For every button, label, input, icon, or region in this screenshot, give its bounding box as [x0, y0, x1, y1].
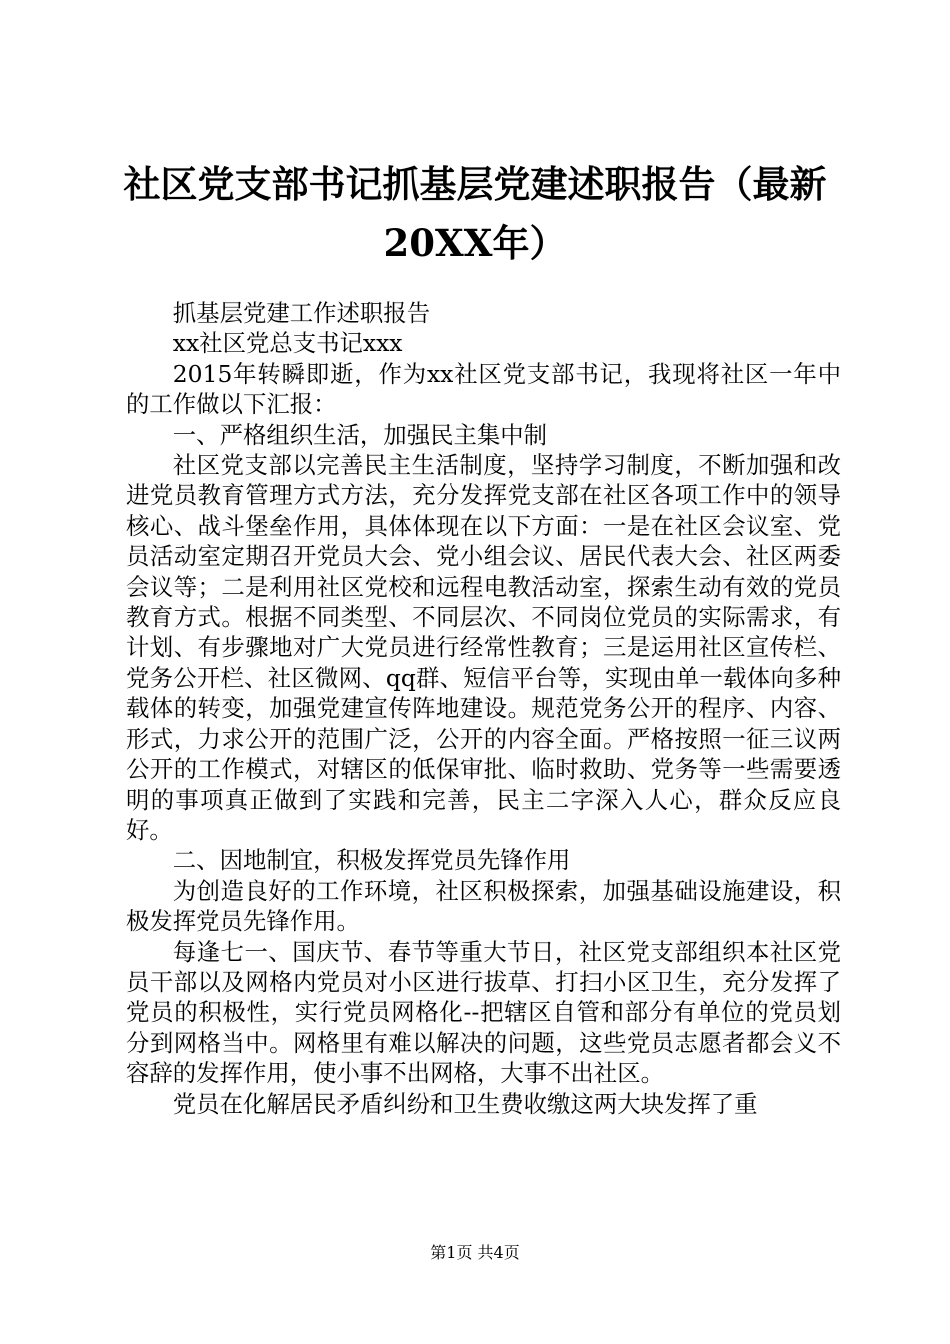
body-paragraph: 社区党支部以完善民主生活制度，坚持学习制度，不断加强和改进党员教育管理方式方法，充分发挥党支部在社区各项工作中的领导核心、战斗堡垒作用，具体体现在以下方面：一是在社区会议室、党员活动室定期召开党员大会、党小组会议、居民代表大会、社区两委会议等；二是利用社区党校和远程电教活动室，探索生动有效的党员教育方式。根据不同类型、不同层次、不同岗位党员的实际需求，有计划、有步骤地对广大党员进行经常性教育；三是运用社区宣传栏、党务公开栏、社区微网、qq群、短信平台等，实现由单一载体向多种载体的转变，加强党建宣传阵地建设。规范党务公开的程序、内容、形式，力求公开的范围广泛，公开的内容全面。严格按照一征三议两公开的工作模式，对辖区的低保审批、临时救助、党务等一些需要透明的事项真正做到了实践和完善，民主二字深入人心，群众反应良好。: [126, 451, 841, 844]
body-paragraph: 为创造良好的工作环境，社区积极探索，加强基础设施建设，积极发挥党员先锋作用。: [126, 876, 841, 936]
document-title-line-1: 社区党支部书记抓基层党建述职报告（最新: [123, 162, 827, 206]
document-title-line-2: 20XX年）: [383, 221, 567, 265]
page-number-footer: 第1页 共4页: [430, 1243, 520, 1262]
author-paragraph: xx社区党总支书记xxx: [172, 329, 403, 358]
section-heading-2: 二、因地制宜，积极发挥党员先锋作用: [172, 846, 571, 875]
body-paragraph: 党员在化解居民矛盾纠纷和卫生费收缴这两大块发挥了重: [172, 1089, 758, 1118]
document-body: [126, 298, 841, 1119]
body-paragraph: 每逢七一、国庆节、春节等重大节日，社区党支部组织本社区党员干部以及网格内党员对小区进行拔草、打扫小区卫生，充分发挥了党员的积极性，实行党员网格化--把辖区自管和部分有单位的党员划分到网格当中。网格里有难以解决的问题，这些党员志愿者都会义不容辞的发挥作用，使小事不出网格，大事不出社区。: [126, 937, 841, 1088]
intro-paragraph: 2015年转瞬即逝，作为xx社区党支部书记，我现将社区一年中的工作做以下汇报：: [126, 359, 841, 419]
subtitle-paragraph: 抓基层党建工作述职报告: [172, 299, 431, 327]
section-heading-1: 一、严格组织生活，加强民主集中制: [172, 420, 548, 449]
